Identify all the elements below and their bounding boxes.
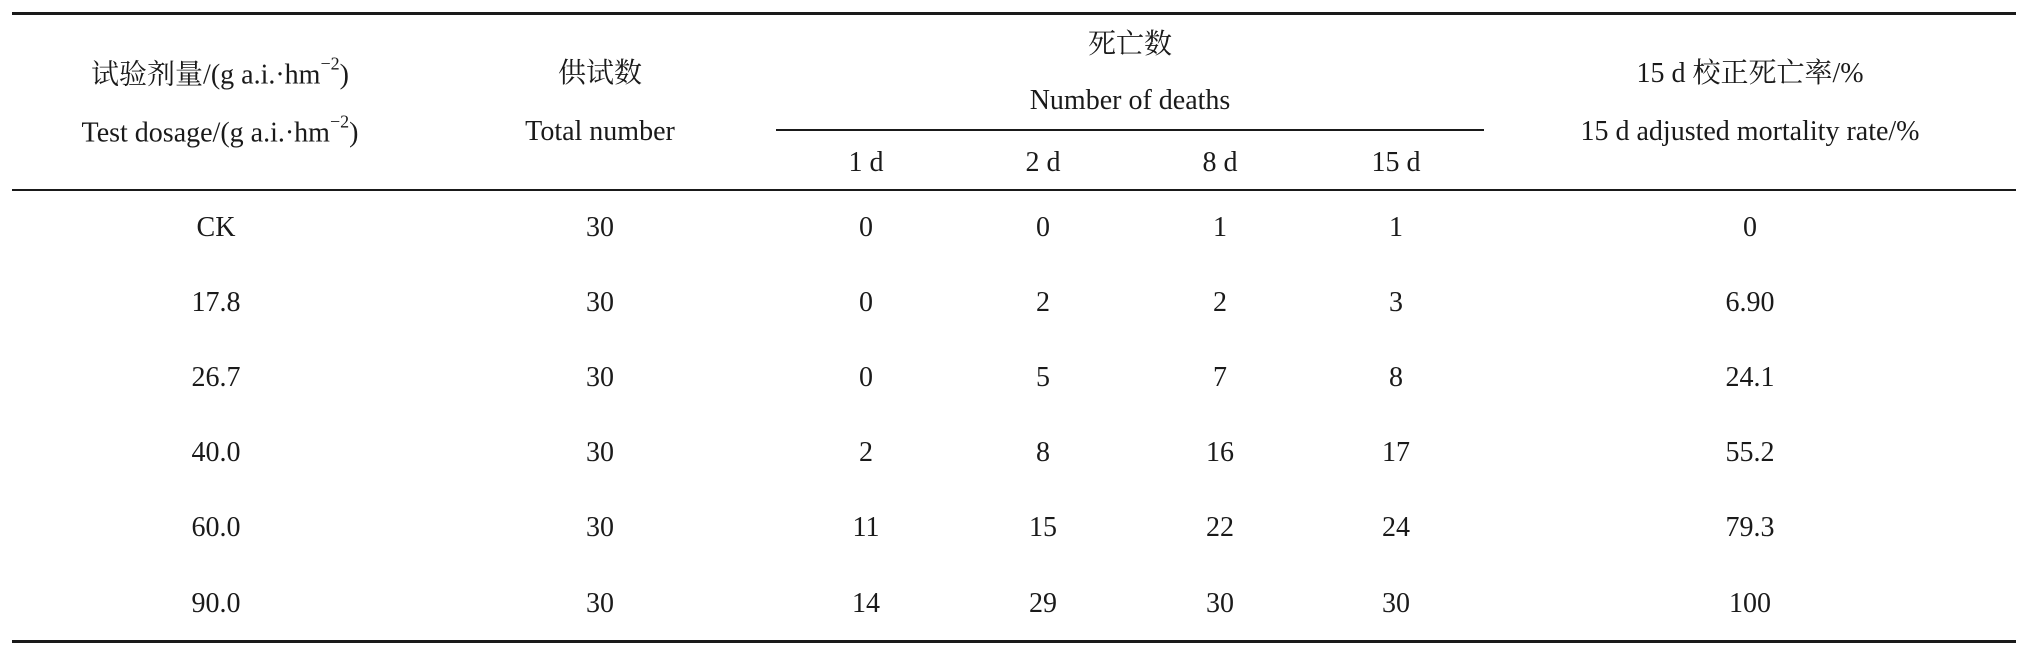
cell-day-8: 1 — [1213, 212, 1227, 243]
cell-dosage: 17.8 — [191, 287, 241, 318]
cell-mortality: 79.3 — [1725, 512, 1775, 543]
cell-day-8: 30 — [1206, 588, 1234, 619]
header-total-en: Total number — [525, 116, 675, 147]
cell-day-1: 0 — [859, 362, 873, 393]
cell-day-8: 2 — [1213, 287, 1227, 318]
header-day-15: 15 d — [1371, 147, 1421, 178]
cell-total: 30 — [586, 437, 614, 468]
header-deaths-en: Number of deaths — [1029, 85, 1231, 116]
header-rule — [12, 189, 2016, 191]
cell-day-15: 3 — [1389, 287, 1403, 318]
cell-day-8: 22 — [1206, 512, 1234, 543]
header-deaths-zh: 死亡数 — [1087, 29, 1173, 60]
cell-day-2: 0 — [1036, 212, 1050, 243]
cell-mortality: 55.2 — [1725, 437, 1775, 468]
cell-day-15: 8 — [1389, 362, 1403, 393]
header-dosage-en: Test dosage/(g $a.i.\cdot hm^{-2}$) — [81, 111, 359, 149]
cell-total: 30 — [586, 212, 614, 243]
cell-day-1: 0 — [859, 212, 873, 243]
header-day-2: 2 d — [1025, 147, 1061, 178]
cell-total: 30 — [586, 588, 614, 619]
header-mortality-en: 15 d adjusted mortality rate/% — [1580, 116, 1920, 147]
cell-total: 30 — [586, 362, 614, 393]
cell-mortality: 24.1 — [1725, 362, 1775, 393]
cell-dosage: CK — [196, 212, 236, 243]
bottom-rule — [12, 640, 2016, 643]
cell-day-1: 11 — [852, 512, 880, 543]
header-day-8: 8 d — [1202, 147, 1238, 178]
cell-dosage: 60.0 — [191, 512, 241, 543]
cell-day-2: 8 — [1036, 437, 1050, 468]
cell-day-2: 29 — [1029, 588, 1057, 619]
cell-dosage: 90.0 — [191, 588, 241, 619]
cell-mortality: 0 — [1743, 212, 1757, 243]
cell-total: 30 — [586, 287, 614, 318]
cell-dosage: 40.0 — [191, 437, 241, 468]
cell-day-2: 5 — [1036, 362, 1050, 393]
deaths-subheader-rule — [776, 129, 1484, 131]
top-rule — [12, 12, 2016, 15]
cell-total: 30 — [586, 512, 614, 543]
cell-day-15: 1 — [1389, 212, 1403, 243]
header-mortality-zh: 15 d 校正死亡率/% — [1636, 58, 1864, 89]
header-day-1: 1 d — [848, 147, 884, 178]
cell-day-2: 15 — [1029, 512, 1057, 543]
header-total-zh: 供试数 — [557, 58, 643, 89]
cell-mortality: 6.90 — [1725, 287, 1775, 318]
cell-day-1: 14 — [852, 588, 880, 619]
cell-day-15: 30 — [1382, 588, 1410, 619]
cell-dosage: 26.7 — [191, 362, 241, 393]
cell-day-8: 16 — [1206, 437, 1234, 468]
header-dosage-zh: 试验剂量/(g $a.i.\cdot hm^{-2}$) — [91, 53, 349, 91]
cell-day-8: 7 — [1213, 362, 1227, 393]
cell-day-15: 17 — [1382, 437, 1410, 468]
cell-day-2: 2 — [1036, 287, 1050, 318]
cell-day-1: 0 — [859, 287, 873, 318]
cell-day-1: 2 — [859, 437, 873, 468]
cell-mortality: 100 — [1729, 588, 1771, 619]
cell-day-15: 24 — [1382, 512, 1410, 543]
